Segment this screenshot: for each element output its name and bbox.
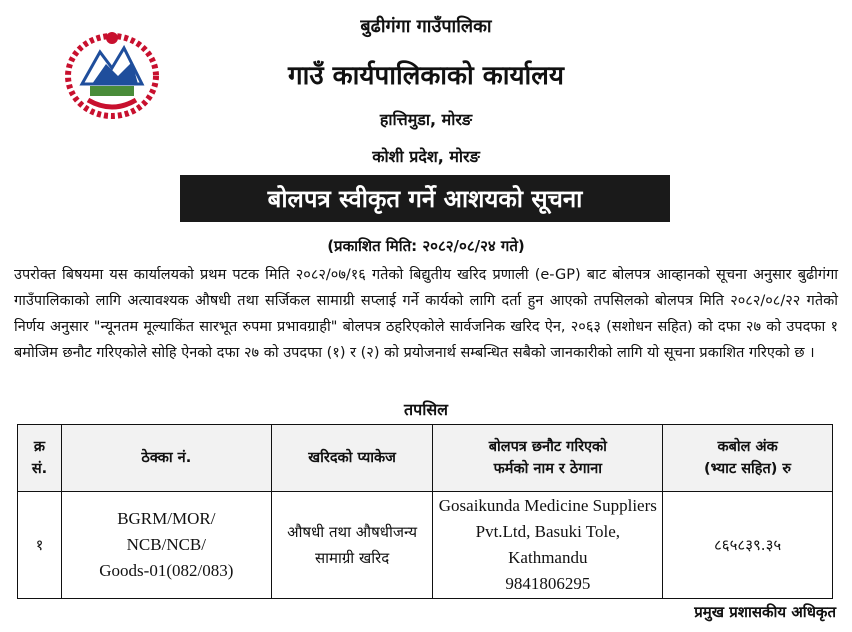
cell-amount: ८६५८३९.३५ xyxy=(663,492,833,599)
contract-table xyxy=(17,424,833,599)
address-line-1: हात्तिमुडा, मोरङ xyxy=(379,110,473,129)
contract-no-line1: BGRM/MOR/ xyxy=(117,509,216,528)
bidder-line2: Pvt.Ltd, Basuki Tole, Kathmandu xyxy=(475,522,621,567)
package-line1: औषधी तथा औषधीजन्य xyxy=(287,523,418,541)
published-date: (प्रकाशित मिति: २०८२/०८/२४ गते) xyxy=(327,237,525,255)
header-package: खरिदको प्याकेज xyxy=(271,425,433,492)
header-serial xyxy=(18,425,62,492)
header-serial-line1: क्र xyxy=(33,439,46,455)
municipality-name: बुढीगंगा गाउँपालिका xyxy=(360,16,492,37)
cell-serial: १ xyxy=(18,492,62,599)
signature-title: प्रमुख प्रशासकीय अधिकृत xyxy=(694,603,836,621)
contract-no-line2: NCB/NCB/ xyxy=(126,535,206,554)
header-bidder-line2: फर्मको नाम र ठेगाना xyxy=(493,461,603,477)
header-amount xyxy=(663,425,833,492)
cell-bidder xyxy=(433,492,663,599)
header-amount-line2: (भ्याट सहित) रु xyxy=(704,461,792,477)
notice-title: बोलपत्र स्वीकृत गर्ने आशयको सूचना xyxy=(267,185,583,213)
header-bidder-line1: बोलपत्र छनौट गरिएको xyxy=(488,439,607,455)
header-bidder xyxy=(433,425,663,492)
header-amount-line1: कबोल अंक xyxy=(717,439,778,455)
cell-package xyxy=(271,492,433,599)
schedule-title: तपसिल xyxy=(403,400,449,419)
contract-no-line3: Goods-01(082/083) xyxy=(99,561,234,580)
office-name: गाउँ कार्यपालिकाको कार्यालय xyxy=(288,61,564,91)
header-contract-no: ठेक्का नं. xyxy=(61,425,271,492)
table-header-row xyxy=(18,425,833,492)
table-row xyxy=(18,492,833,599)
notice-title-banner xyxy=(180,175,670,222)
notice-body-paragraph: उपरोक्त बिषयमा यस कार्यालयको प्रथम पटक मिति २०८२/०७/१६ गतेको बिद्युतीय खरिद प्रणाली (e-GP) बाट बोलपत्र आव्हानको सूचना अनुसार बुढीगंगा गाउँपालिकाको लागि अत्यावश्यक औषधी तथा सर्जिकल सामाग्री सप्लाई गर्ने कार्यको लागि दर्ता हुन आएको तपसिलको बोलपत्र मिति २०८२/०८/२२ गतेको निर्णय अनुसार "न्यूनतम मूल्याकिंत सारभूत रुपमा प्रभावग्राही" बोलपत्र ठहरिएकोले सार्वजनिक खरिद ऐन, २०६३ (सशोधन सहित) को दफा २७ को उपदफा १ बमोजिम छनौट गरिएकोले सोहि ऐनको दफा २७ को उपदफा (१) र (२) को प्रयोजनार्थ सम्बन्धित सबैको जानकारीको लागि यो सूचना प्रकाशित गरिएको छ । xyxy=(14,267,838,361)
header-serial-line2: सं. xyxy=(31,461,48,477)
address-line-2: कोशी प्रदेश, मोरङ xyxy=(372,147,480,166)
bidder-line1: Gosaikunda Medicine Suppliers xyxy=(438,496,657,515)
bidder-line3: 9841806295 xyxy=(505,574,591,593)
cell-contract-no xyxy=(61,492,271,599)
package-line2: सामाग्री खरिद xyxy=(314,549,390,567)
